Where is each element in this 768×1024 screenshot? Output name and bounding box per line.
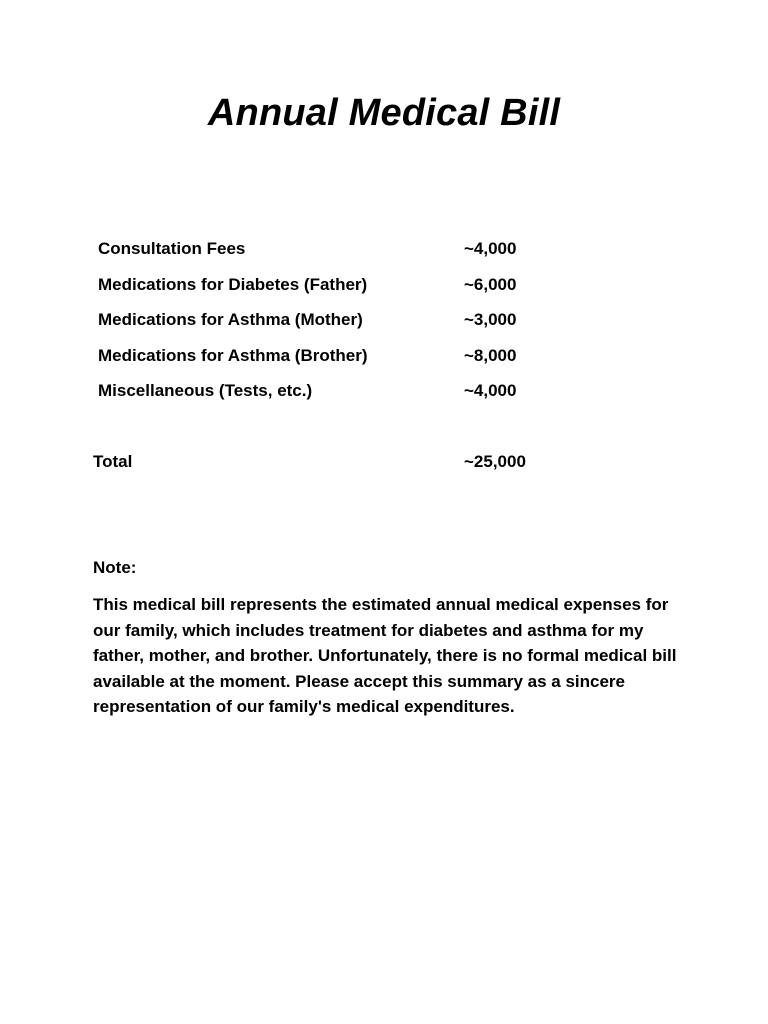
expense-row — [98, 236, 658, 272]
expense-amount: ~4,000 — [464, 381, 517, 400]
expense-label: Consultation Fees — [98, 239, 246, 258]
expense-row — [98, 272, 658, 308]
note-heading: Note: — [93, 558, 137, 577]
expense-label: Medications for Asthma (Mother) — [98, 310, 363, 329]
expense-amount: ~8,000 — [464, 345, 517, 365]
expense-label: Medications for Diabetes (Father) — [98, 274, 368, 294]
expense-amount: ~4,000 — [464, 239, 517, 258]
expense-label: Medications for Asthma (Brother) — [98, 345, 368, 365]
expense-row — [98, 378, 658, 414]
expense-amount: ~6,000 — [464, 274, 517, 294]
total-amount: ~25,000 — [464, 452, 526, 471]
page-title: Annual Medical Bill — [207, 92, 561, 134]
expense-label: Miscellaneous (Tests, etc.) — [98, 381, 313, 400]
expense-row — [98, 343, 658, 379]
expense-row — [98, 307, 658, 343]
total-label: Total — [93, 452, 133, 471]
note-body: This medical bill represents the estimated annual medical expenses for our family, which includes treatment for diabetes and asthma for my father, mother, and brother. Unfortunately, there is no formal medical bill available at the moment. Please accept this summary as a sincere representation of our family's medical expenditures. — [93, 595, 677, 716]
total-row — [93, 449, 653, 475]
expense-list — [98, 236, 658, 414]
expense-amount: ~3,000 — [464, 310, 517, 329]
